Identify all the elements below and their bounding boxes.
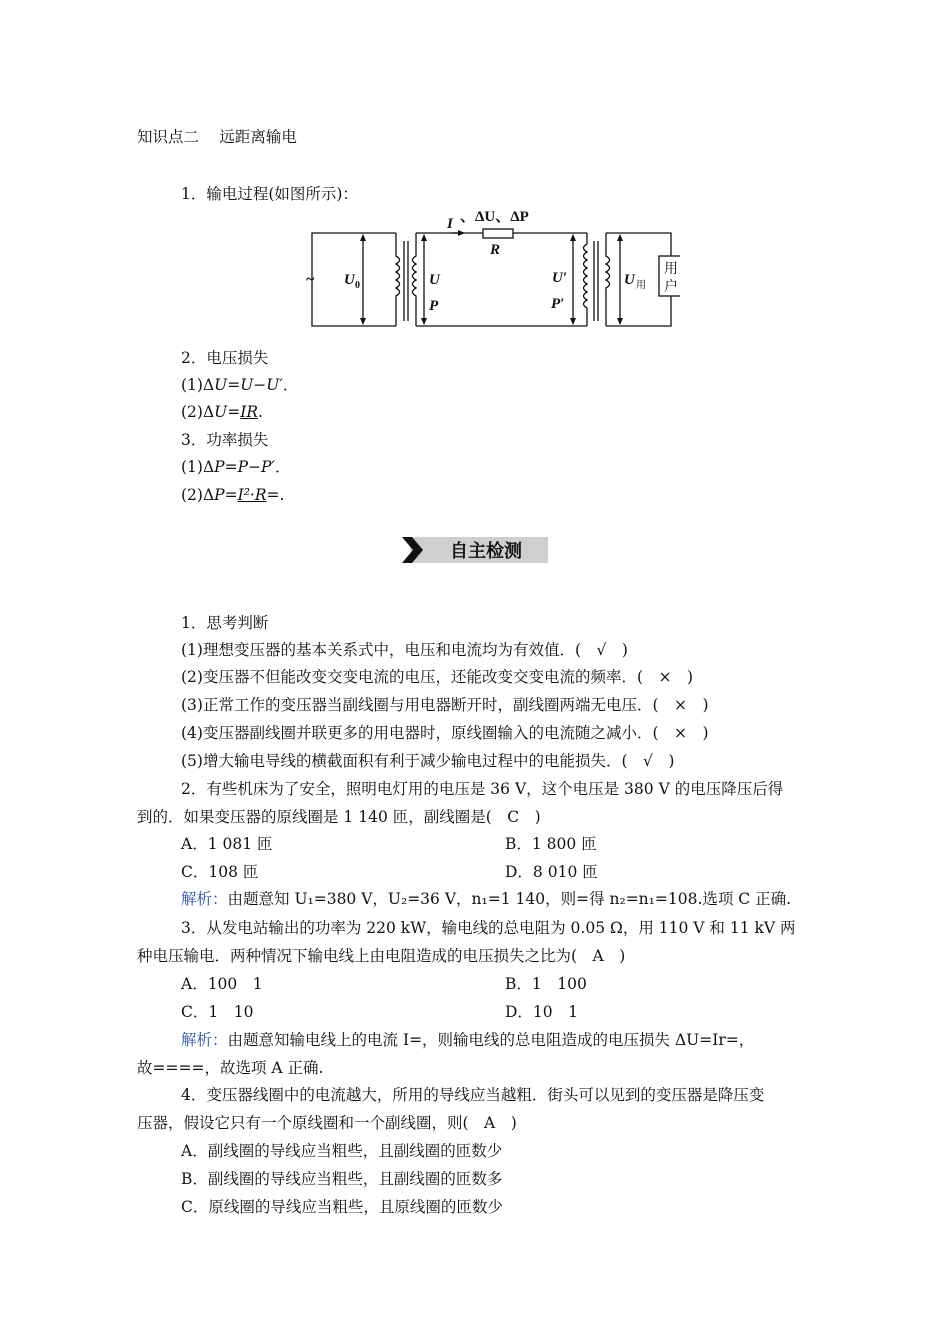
q3-option-c: C．1 10 — [181, 1003, 254, 1021]
item-end: . — [258, 403, 263, 421]
item-end: ． — [274, 458, 291, 476]
u-prime-label: U′ — [552, 270, 568, 286]
analysis-label: 解析： — [181, 1031, 228, 1049]
user-box-char-2: 户 — [664, 280, 678, 295]
q2-option-d: D．8 010 匝 — [505, 863, 598, 881]
item-answer: I²·R — [237, 486, 267, 504]
item-end: =. — [266, 486, 285, 504]
item-end: ． — [282, 376, 299, 394]
stepup-primary-coil — [396, 233, 400, 326]
q1-item: (2)变压器不但能改变交变电流的电压，还能改变交变电流的频率．( × ) — [181, 668, 694, 686]
q1-heading: 1．思考判断 — [181, 614, 269, 632]
stepup-secondary-coil — [413, 233, 417, 326]
u0-subscript: 0 — [355, 280, 360, 291]
voltage-loss-item-2 — [181, 402, 263, 422]
resistor-label: R — [490, 242, 501, 258]
voltage-loss-heading: 2．电压损失 — [181, 349, 269, 367]
item-prefix: (2)Δ — [181, 403, 215, 421]
ac-source-icon: ~ — [306, 271, 315, 288]
q2-line-2: 到的．如果变压器的原线圈是 1 140 匝，副线圈是( C ) — [137, 808, 541, 826]
analysis-text: 由题意知输电线上的电流 I=，则输电线的总电阻造成的电压损失 ΔU=Ir=， — [227, 1031, 755, 1049]
power-loss-heading: 3．功率损失 — [181, 431, 269, 449]
item-prefix: (2)Δ — [181, 486, 215, 504]
p-label: P — [429, 298, 439, 314]
u0-label: U — [344, 272, 355, 288]
q2-line-1: 2．有些机床为了安全，照明电灯用的电压是 36 V，这个电压是 380 V 的电压降压后得 — [181, 780, 784, 798]
item-prefix: (1)Δ — [181, 376, 215, 394]
q3-line-2: 种电压输电．两种情况下输电线上由电阻造成的电压损失之比为( A ) — [137, 947, 626, 965]
q2-option-a: A．1 081 匝 — [181, 835, 273, 853]
q3-option-b: B．1 100 — [505, 975, 587, 993]
current-arrow-icon — [458, 230, 465, 236]
power-loss-item-1 — [181, 457, 290, 477]
q3-line-1: 3．从发电站输出的功率为 220 kW，输电线的总电阻为 0.05 Ω，用 110 V 和 11 kV 两 — [181, 919, 796, 937]
q1-item: (4)变压器副线圈并联更多的用电器时，原线圈输入的电流随之减小．( × ) — [181, 724, 709, 742]
q4-option-c: C．原线圈的导线应当粗些，且原线圈的匝数少 — [181, 1198, 503, 1216]
u-label: U — [429, 272, 440, 288]
q2-analysis — [181, 889, 791, 909]
item-formula: P=P−P′ — [214, 458, 275, 476]
item-formula: P= — [214, 486, 238, 504]
u-user-label: U — [624, 272, 635, 288]
q4-line-1: 4．变压器线圈中的电流越大，所用的导线应当越粗．街头可以见到的变压器是降压变 — [181, 1086, 765, 1104]
line-resistor — [483, 229, 513, 238]
q4-line-2: 压器，假设它只有一个原线圈和一个副线圈，则( A ) — [137, 1114, 517, 1132]
q3-analysis-2: 故====，故选项 A 正确. — [137, 1059, 324, 1077]
q1-item: (1)理想变压器的基本关系式中，电压和电流均为有效值．( √ ) — [181, 641, 628, 659]
stepdown-secondary-coil — [606, 233, 610, 326]
power-loss-item-2 — [181, 485, 284, 505]
p-prime-label: P′ — [551, 296, 565, 312]
voltage-loss-item-1 — [181, 375, 298, 395]
q1-item: (5)增大输电导线的横截面积有利于减少输电过程中的电能损失．( √ ) — [181, 752, 675, 770]
q3-option-d: D．10 1 — [505, 1003, 579, 1021]
item-formula: U= — [214, 403, 241, 421]
analysis-label: 解析： — [181, 890, 228, 908]
q4-option-b: B．副线圈的导线应当粗些，且副线圈的匝数多 — [181, 1170, 503, 1188]
loss-label: 、ΔU、ΔP — [460, 209, 529, 225]
q4-option-a: A．副线圈的导线应当粗些，且副线圈的匝数少 — [181, 1142, 503, 1160]
user-box-char-1: 用 — [664, 262, 678, 277]
current-label: I — [447, 216, 453, 232]
q2-option-c: C．108 匝 — [181, 863, 259, 881]
self-check-banner — [402, 535, 550, 565]
stepdown-primary-coil — [584, 233, 588, 326]
q2-option-b: B．1 800 匝 — [505, 835, 597, 853]
q1-item: (3)正常工作的变压器当副线圈与用电器断开时，副线圈两端无电压．( × ) — [181, 696, 709, 714]
analysis-text: 由题意知 U₁=380 V，U₂=36 V，n₁=1 140，则=得 n₂=n₁=108.选项 C 正确. — [227, 890, 792, 908]
process-heading: 1．输电过程(如图所示)： — [181, 185, 358, 203]
item-prefix: (1)Δ — [181, 458, 215, 476]
u-user-subscript: 用 — [636, 280, 646, 291]
item-answer: IR — [240, 403, 259, 421]
q3-option-a: A．100 1 — [181, 975, 263, 993]
banner-title: 自主检测 — [450, 541, 522, 562]
q3-analysis — [181, 1030, 754, 1050]
section-title: 知识点二 远距离输电 — [137, 128, 297, 146]
item-formula: U=U−U′ — [214, 376, 283, 394]
power-transmission-diagram — [300, 206, 680, 331]
